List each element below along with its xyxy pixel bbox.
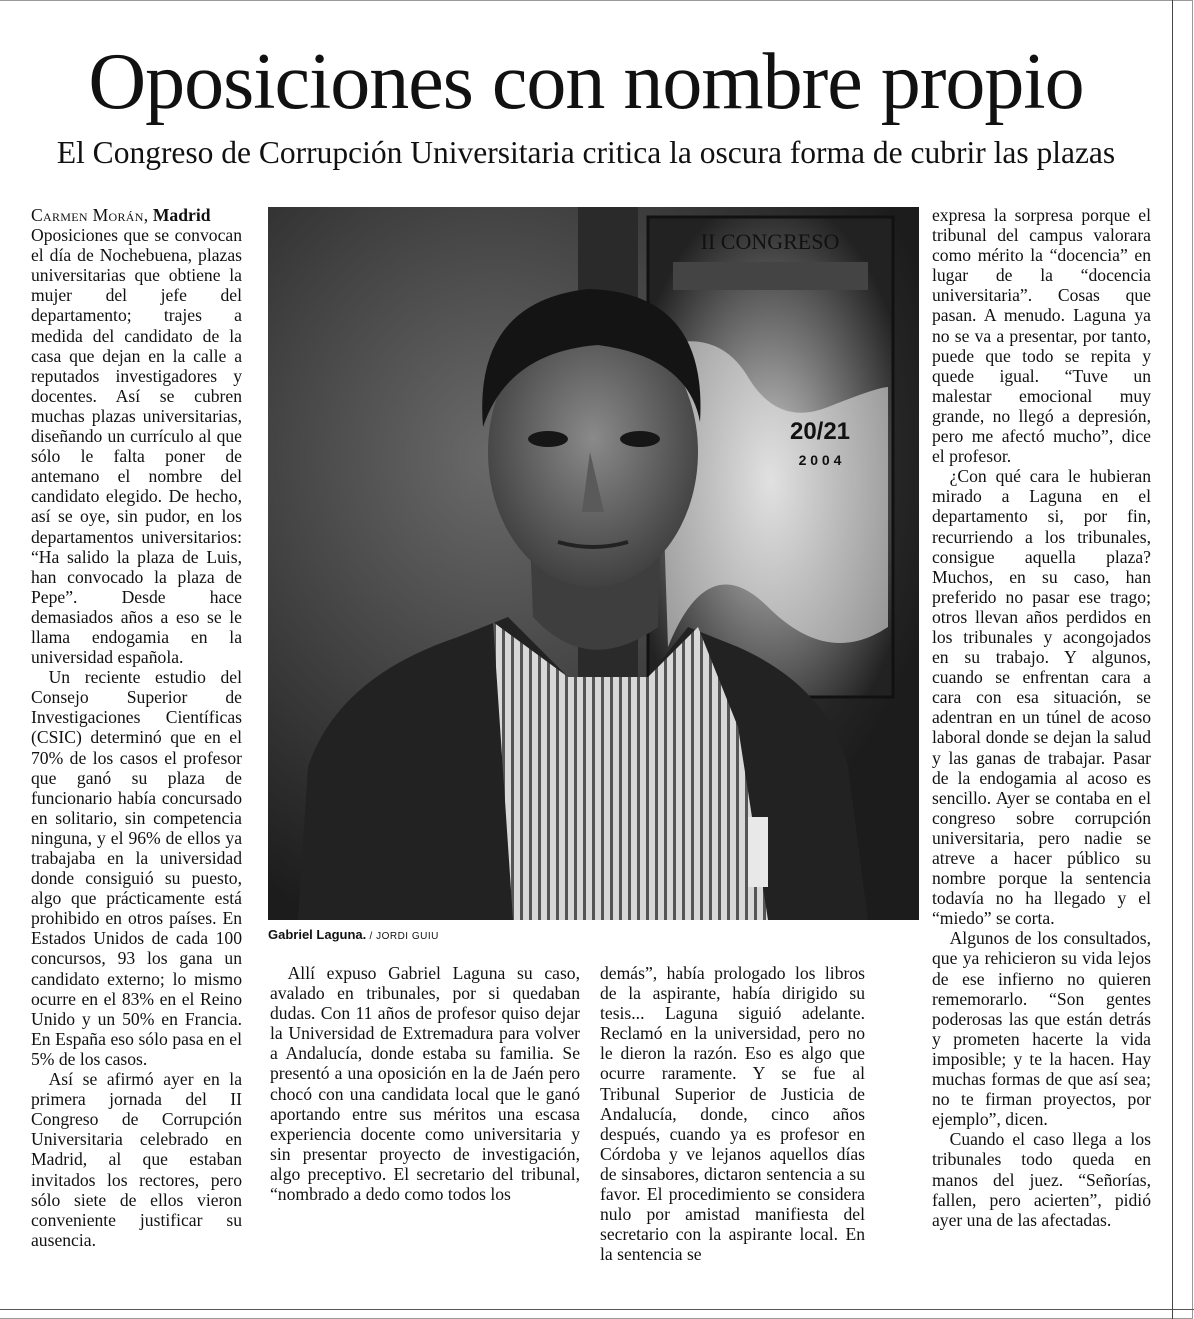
caption-credit: / JORDI GUIU — [366, 931, 439, 942]
column-4 — [932, 205, 1151, 1305]
right-eye — [620, 431, 660, 447]
pen — [748, 817, 768, 887]
poster-dates: 20/21 — [789, 418, 851, 445]
poster-year: 2 0 0 4 — [798, 452, 842, 468]
photo-caption — [268, 926, 919, 946]
portrait-illustration — [268, 207, 919, 920]
poster-title: II CONGRESO — [700, 229, 840, 254]
paragraph: Así se afirmó ayer en la primera jornada del II Congreso de Corrupción Universitaria celebrado en Madrid, al que estaban invitados los rectores, pero sólo siete de ellos vieron conveniente justificar su ausencia. — [31, 1069, 242, 1250]
page-edge-right — [1172, 0, 1173, 1319]
paragraph: Allí expuso Gabriel Laguna su caso, avalado en tribunales, por si quedaban dudas. Con 11 años de profesor quiso dejar la Universidad de Extremadura para volver a Andalucía, donde estaba su familia. Se presentó a una oposición en la de Jaén pero chocó con una candidata local que le ganó aportando entre sus méritos una escasa experiencia docente como universitaria y sin presentar proyecto de investigación, algo preceptivo. El secretario del tribunal, “nombrado a dedo como todos los — [270, 963, 580, 1205]
byline-author: Carmen Morán, — [31, 205, 149, 225]
byline-city: Madrid — [152, 205, 211, 225]
deck: El Congreso de Corrupción Universitaria critica la oscura forma de cubrir las plazas — [56, 135, 1116, 170]
headline: Oposiciones con nombre propio — [88, 38, 1084, 126]
column-2 — [270, 963, 580, 1204]
paragraph: Algunos de los consultados, que ya rehicieron su vida lejos de ese infierno no quieren rememorarlo. “Son gentes poderosas las que están detrás y prometen hacerte la vida imposible; y te la hacen. Hay muchas formas de que así sea; no te firman proyectos, por ejemplo”, dicen. — [932, 928, 1151, 1130]
paragraph: Oposiciones que se convocan el día de Nochebuena, plazas universitarias que obtiene la mujer del jefe del departamento; trajes a medida del candidato de la casa que dejan en la calle a reputados investigadores y docentes. Así se cubren muchas plazas universitarias, diseñando un currículo al que sólo le falta poner de antemano el nombre del candidato elegido. De hecho, así se oye, sin pudor, en los departamentos universitarios: “Ha salido la plaza de Luis, han convocado la plaza de Pepe”. Desde hace demasiados años a eso se le llama endogamia en la universidad española. — [31, 225, 242, 668]
caption-name: Gabriel Laguna. — [268, 927, 367, 942]
page-edge-bottom — [0, 1309, 1194, 1310]
paragraph: Cuando el caso llega a los tribunales todo queda en manos del juez. “Señorías, fallen, pero acierten”, pidió ayer una de las afectadas. — [932, 1129, 1151, 1230]
byline — [31, 205, 242, 225]
photo — [268, 207, 919, 920]
left-eye — [528, 431, 568, 447]
paragraph: demás”, había prologado los libros de la aspirante, había dirigido su tesis... Laguna siguió adelante. Reclamó en la universidad, pero no le dieron la razón. Eso es algo que ocurre raramente. Y se fue al Tribunal Superior de Justicia de Andalucía, donde, cinco años después, cuando ya es profesor en Córdoba y ve lejanos aquellos días de sinsabores, dictaron sentencia a su favor. El procedimiento se considera nulo por amistad manifiesta del secretario con la aspirante local. En la sentencia se — [600, 963, 865, 1265]
paragraph: expresa la sorpresa porque el tribunal del campus valorara como mérito la “docencia” en lugar de la “docencia universitaria”. Cosas que pasan. A menudo. Laguna ya no se va a presentar, por tanto, puede que todo se repita y quede igual. “Tuve un malestar emocional muy grande, no llegó a depresión, pero me afectó mucho”, dice el profesor. — [932, 205, 1151, 467]
column-3 — [600, 963, 865, 1264]
paragraph: ¿Con qué cara le hubieran mirado a Laguna en el departamento si, por fin, recurriendo a los tribunales, consigue aquella plaza? Muchos, en su caso, han preferido no pasar ese trago; otros llevan años perdidos en los tribunales y acongojados en su trabajo. Y algunos, cuando se enfrentan cara a cara con esa situación, se adentran en un túnel de acoso laboral donde se dejan la salud y las ganas de trabajar. Pasar de la endogamia al acoso es sencillo. Ayer se contaba en el congreso sobre corrupción universitaria, pero nadie se atreve a hacer público su nombre porque la sentencia todavía no ha llegado y el “miedo” se corta. — [932, 466, 1151, 929]
paragraph: Un reciente estudio del Consejo Superior de Investigaciones Científicas (CSIC) determinó que en el 70% de los casos el profesor que ganó su plaza de funcionario había concursado en solitario, sin competencia ninguna, y el 96% de ellos ya trabajaba en la universidad donde consiguió su puesto, algo que prácticamente está prohibido en otros países. En Estados Unidos de cada 100 concursos, 93 los gana un candidato externo; lo mismo ocurre en el 83% en el Reino Unido y un 50% en Francia. En España eso sólo pasa en el 5% de los casos. — [31, 667, 242, 1069]
column-1 — [31, 205, 242, 1295]
